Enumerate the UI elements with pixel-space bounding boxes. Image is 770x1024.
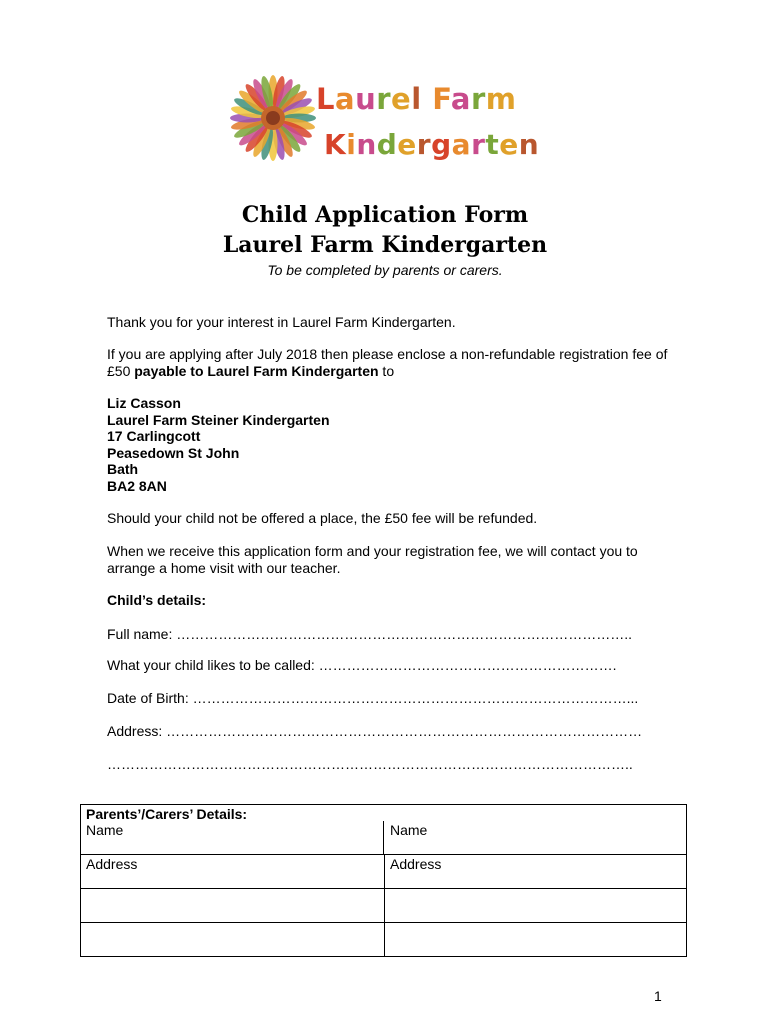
parent1-address-label: Address xyxy=(86,856,138,872)
logo-letter: t xyxy=(485,128,500,161)
address-line: Liz Casson xyxy=(107,395,181,411)
address-line: BA2 8AN xyxy=(107,477,167,494)
address-line: Laurel Farm Steiner Kindergarten xyxy=(107,411,330,428)
parent1-address-line-cell[interactable] xyxy=(81,889,385,923)
full-name-field[interactable]: Full name: …………………………………………………………………………………….. xyxy=(107,626,633,642)
logo-letter: i xyxy=(346,128,357,161)
parent2-address-label: Address xyxy=(390,856,442,872)
contact-line: arrange a home visit with our teacher. xyxy=(107,560,341,576)
logo-letter xyxy=(422,82,433,116)
child-details-heading: Child’s details: xyxy=(107,592,207,608)
parent2-name-label: Name xyxy=(390,822,428,838)
address-line: Bath xyxy=(107,461,139,478)
logo-letter: g xyxy=(431,128,452,161)
logo-text-line1 xyxy=(316,82,517,116)
address-line: 17 Carlingcott xyxy=(107,428,201,445)
logo-letter: u xyxy=(355,82,377,116)
fee-amount: £50 xyxy=(107,363,135,379)
fee-payable: payable to Laurel Farm Kindergarten xyxy=(134,363,379,379)
logo-letter: l xyxy=(411,82,422,116)
logo-letter: r xyxy=(416,128,432,161)
logo-letter: e xyxy=(397,128,417,161)
parent1-address-cell[interactable] xyxy=(81,855,385,889)
logo-letter: L xyxy=(316,82,335,116)
logo-letter: e xyxy=(499,128,519,161)
thanks-text: Thank you for your interest in Laurel Farm Kindergarten. xyxy=(107,314,456,330)
logo-letter: K xyxy=(324,128,347,161)
address-line: Peasedown St John xyxy=(107,444,240,461)
form-subtitle-org: Laurel Farm Kindergarten xyxy=(222,232,548,258)
contact-paragraph xyxy=(107,543,638,577)
logo-letter: a xyxy=(334,82,356,116)
logo-letter: r xyxy=(376,82,392,116)
form-instruction: To be completed by parents or carers. xyxy=(267,262,503,278)
refund-text: Should your child not be offered a place, the £50 fee will be refunded. xyxy=(107,510,538,526)
logo-letter: e xyxy=(391,82,412,116)
page-number: 1 xyxy=(654,988,662,1004)
logo-letter: n xyxy=(356,128,377,161)
logo-letter: n xyxy=(518,128,540,161)
logo-letter: d xyxy=(376,128,398,161)
logo-text-line2 xyxy=(324,128,539,161)
logo-letter: m xyxy=(485,82,517,116)
address-field[interactable]: Address: ………………………………………………………………………………………… xyxy=(107,723,643,739)
contact-line: When we receive this application form and your registration fee, we will contact you to xyxy=(107,543,638,559)
postal-address xyxy=(107,395,330,495)
fee-to: to xyxy=(378,363,395,379)
logo-letter: F xyxy=(432,82,451,116)
parents-heading: Parents’/Carers’ Details: xyxy=(86,806,248,822)
date-of-birth-field[interactable]: Date of Birth: …………………………………………………………………………………... xyxy=(107,690,639,706)
parent2-address-line-cell[interactable] xyxy=(385,889,687,923)
logo-letter: r xyxy=(470,82,486,116)
form-title: Child Application Form xyxy=(241,202,529,228)
table-divider xyxy=(383,821,384,854)
parent2-address-line-cell[interactable] xyxy=(385,923,687,957)
logo-letter: a xyxy=(450,82,471,116)
parent2-address-cell[interactable] xyxy=(385,855,687,889)
logo-letter: a xyxy=(451,128,472,161)
parent1-name-label: Name xyxy=(86,822,124,838)
logo-letter: r xyxy=(471,128,486,161)
fee-paragraph xyxy=(107,346,667,380)
fee-intro: If you are applying after July 2018 then please enclose a non-refundable registration fee of xyxy=(107,346,668,362)
preferred-name-field[interactable]: What your child likes to be called: ………………………………………………………. xyxy=(107,657,617,673)
address-field-line2[interactable]: ………………………………………………………………………………………………….. xyxy=(107,756,633,772)
parent1-address-line-cell[interactable] xyxy=(81,923,385,957)
